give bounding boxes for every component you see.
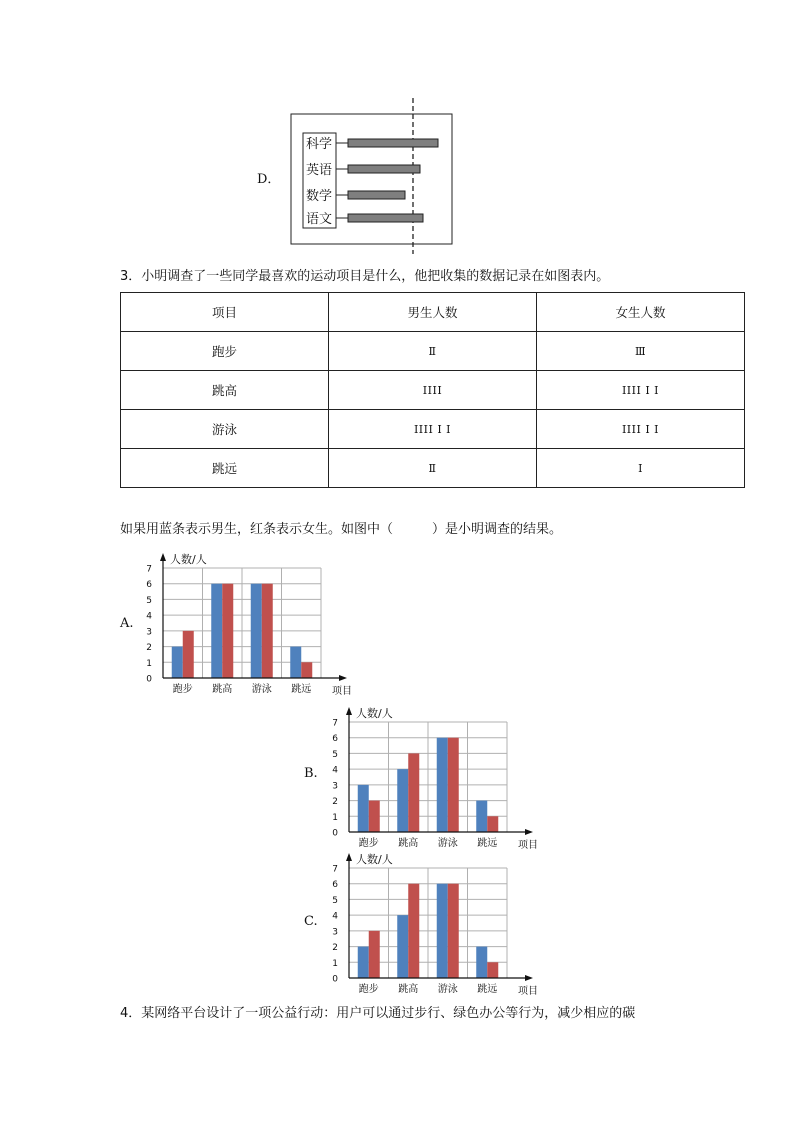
table-cell-boys: IIII I I (329, 410, 537, 449)
x-tick-label: 跑步 (358, 838, 379, 849)
subject-label: 语文 (305, 212, 333, 227)
table-header-cell: 项目 (121, 293, 329, 332)
y-axis-arrow (346, 853, 352, 861)
subject-bar (348, 214, 423, 222)
table-header-row (121, 293, 745, 332)
boys-bar (358, 785, 369, 832)
x-tick-label: 跳高 (398, 838, 419, 849)
y-tick-label: 1 (146, 658, 152, 669)
table-row (121, 449, 745, 488)
boys-bar (397, 915, 408, 978)
x-tick-label: 跳远 (477, 984, 498, 995)
girls-bar (448, 884, 459, 978)
question-3-prompt: 如果用蓝条表示男生，红条表示女生。如图中（ ）是小明调查的结果。 (120, 522, 563, 537)
table-cell-boys: IIII (329, 371, 537, 410)
subject-bar (348, 139, 438, 147)
y-tick-label: 4 (146, 611, 152, 622)
chart-b-label: B. (304, 766, 318, 781)
y-tick-label: 5 (332, 895, 338, 906)
girls-bar (301, 662, 312, 678)
y-tick-label: 6 (332, 880, 338, 891)
chart-c-label: C. (304, 914, 318, 929)
y-tick-label: 1 (332, 958, 338, 969)
y-tick-label: 2 (332, 943, 338, 954)
table-header-cell: 男生人数 (329, 293, 537, 332)
table-row (121, 371, 745, 410)
boys-bar (437, 884, 448, 978)
girls-bar (369, 801, 380, 832)
option-d-label: D． (257, 172, 281, 187)
boys-bar (476, 801, 487, 832)
x-tick-label: 跳高 (212, 684, 233, 695)
x-axis-label: 项目 (518, 840, 538, 851)
option-d-figure (285, 96, 460, 256)
girls-bar (408, 884, 419, 978)
chart-c (326, 850, 541, 1002)
question-4-text: 4．某网络平台设计了一项公益行动：用户可以通过步行、绿色办公等行为，减少相应的碳 (120, 1006, 636, 1021)
y-axis-arrow (160, 553, 166, 561)
boys-bar (358, 947, 369, 978)
table-header-cell: 女生人数 (537, 293, 745, 332)
x-tick-label: 跑步 (172, 684, 193, 695)
y-tick-label: 3 (332, 781, 338, 792)
x-axis-label: 项目 (332, 686, 352, 697)
y-tick-label: 4 (332, 765, 338, 776)
y-tick-label: 0 (146, 674, 152, 685)
table-cell-boys: Ⅱ (329, 332, 537, 371)
x-axis-label: 项目 (518, 986, 538, 997)
chart-b (326, 704, 541, 856)
boys-bar (476, 947, 487, 978)
question-3-text: 3．小明调查了一些同学最喜欢的运动项目是什么，他把收集的数据记录在如图表内。 (120, 269, 610, 284)
table-cell-item: 跳远 (121, 449, 329, 488)
girls-bar (487, 816, 498, 832)
table-cell-girls: Ⅲ (537, 332, 745, 371)
boys-bar (397, 769, 408, 832)
y-tick-label: 5 (332, 749, 338, 760)
table-cell-item: 跑步 (121, 332, 329, 371)
x-tick-label: 跳远 (477, 838, 498, 849)
subject-bar (348, 165, 420, 173)
girls-bar (222, 584, 233, 678)
x-tick-label: 跳高 (398, 984, 419, 995)
y-tick-label: 1 (332, 812, 338, 823)
y-tick-label: 3 (146, 627, 152, 638)
boys-bar (437, 738, 448, 832)
y-tick-label: 3 (332, 927, 338, 938)
table-cell-boys: Ⅱ (329, 449, 537, 488)
girls-bar (408, 753, 419, 832)
y-tick-label: 0 (332, 974, 338, 985)
x-tick-label: 跳远 (291, 684, 312, 695)
y-axis-label: 人数/人 (356, 853, 393, 866)
y-tick-label: 0 (332, 828, 338, 839)
y-tick-label: 6 (332, 734, 338, 745)
y-axis-label: 人数/人 (356, 707, 393, 720)
subject-label: 数学 (305, 189, 333, 204)
y-tick-label: 7 (332, 718, 338, 729)
chart-a (140, 550, 355, 702)
boys-bar (290, 647, 301, 678)
table-cell-girls: IIII I I (537, 410, 745, 449)
y-tick-label: 4 (332, 911, 338, 922)
x-tick-label: 游泳 (251, 684, 272, 695)
girls-bar (262, 584, 273, 678)
table-cell-girls: IIII I I (537, 371, 745, 410)
x-tick-label: 跑步 (358, 984, 379, 995)
girls-bar (487, 962, 498, 978)
y-tick-label: 7 (146, 564, 152, 575)
boys-bar (211, 584, 222, 678)
subject-label: 英语 (305, 163, 333, 178)
girls-bar (183, 631, 194, 678)
y-tick-label: 2 (332, 797, 338, 808)
girls-bar (448, 738, 459, 832)
y-tick-label: 6 (146, 580, 152, 591)
x-axis-arrow (339, 675, 347, 681)
y-tick-label: 5 (146, 595, 152, 606)
y-axis-label: 人数/人 (170, 553, 207, 566)
x-axis-arrow (525, 975, 533, 981)
boys-bar (251, 584, 262, 678)
x-axis-arrow (525, 829, 533, 835)
table-row (121, 332, 745, 371)
y-tick-label: 7 (332, 864, 338, 875)
table-row (121, 410, 745, 449)
survey-table (120, 292, 745, 488)
table-cell-item: 游泳 (121, 410, 329, 449)
subject-label: 科学 (305, 137, 333, 152)
y-axis-arrow (346, 707, 352, 715)
chart-a-label: A. (120, 616, 134, 631)
subject-bar (348, 191, 405, 199)
x-tick-label: 游泳 (437, 838, 458, 849)
boys-bar (172, 647, 183, 678)
girls-bar (369, 931, 380, 978)
x-tick-label: 游泳 (437, 984, 458, 995)
table-cell-girls: I (537, 449, 745, 488)
y-tick-label: 2 (146, 643, 152, 654)
table-cell-item: 跳高 (121, 371, 329, 410)
